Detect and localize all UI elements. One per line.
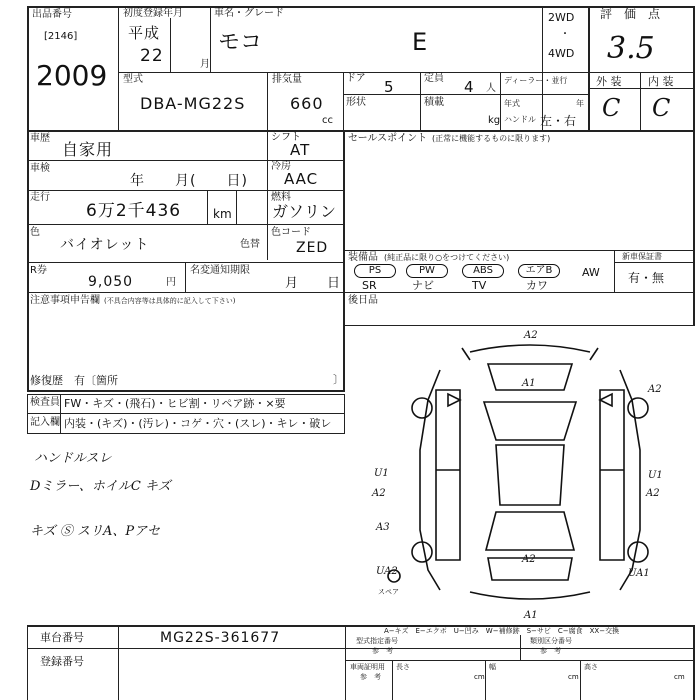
mark-10: UA2 [376, 566, 398, 577]
dealer-label: ディーラー・並行 [504, 76, 568, 85]
color-change-label: 色替 [240, 239, 260, 250]
recycle-label: R券 [30, 265, 47, 276]
interior-value: C [652, 94, 671, 122]
rear-window [486, 512, 574, 550]
ac: AAC [284, 170, 319, 188]
yen-unit: 円 [166, 277, 176, 288]
spare-label: スペア [378, 588, 399, 596]
chassis-number: MG22S-361677 [160, 630, 281, 646]
length-unit: cm [474, 673, 485, 681]
sales-point-sub: (正常に機能するものに限ります) [432, 134, 551, 143]
equip-ps: PS [354, 264, 396, 278]
era-year: 22 [140, 46, 164, 66]
mileage-label: 走行 [30, 192, 50, 203]
cc-unit: cc [322, 115, 333, 126]
load-label: 積載 [424, 97, 444, 108]
model-label: 型式 [123, 74, 143, 85]
equip-sr: SR [362, 279, 377, 292]
era: 平成 [128, 24, 161, 42]
mark-12: A1 [524, 610, 538, 621]
damage-legend: A−キズ E−エクボ U−凹み W−補修跡 S−サビ C−腐食 XX−交換 [384, 627, 620, 635]
mark-3: A2 [648, 384, 662, 395]
drive-dot: ・ [560, 29, 570, 40]
width-unit: cm [568, 673, 579, 681]
mark-2: A1 [522, 378, 536, 389]
lot-number: [2146] [44, 31, 78, 42]
car-name: モコ [218, 30, 263, 55]
drive-4wd: 4WD [548, 47, 575, 60]
shape-label: 形状 [346, 97, 366, 108]
displacement-label: 排気量 [272, 74, 302, 85]
note-line-1: ハンドルスレ [34, 451, 112, 466]
grade: E [412, 28, 428, 56]
equipment-sub: (純正品に限り○をつけてください) [384, 253, 510, 262]
fuel: ガソリン [272, 202, 337, 221]
color: バイオレット [60, 237, 150, 253]
border-right-top [693, 6, 695, 130]
mark-9: A2 [522, 554, 536, 565]
rear-label: 後日品 [348, 295, 378, 306]
ref-label-1: 参 考 [372, 647, 393, 655]
recycle-amount: 9,050 [88, 274, 134, 290]
transfer-label: 名変通知期限 [190, 265, 250, 276]
mark-5: A2 [372, 488, 386, 499]
warranty-label: 新車保証書 [622, 252, 662, 261]
left-doors [436, 390, 460, 560]
color-code: ZED [296, 240, 329, 256]
shift: AT [290, 141, 311, 159]
repair-label: 修復歴 [30, 374, 63, 387]
repair-bracket: 〕 [333, 373, 344, 386]
handle-value: 左・右 [540, 114, 577, 128]
note-line-2: Dミラー、ホイルC キズ [30, 479, 171, 494]
equip-leather: カワ [526, 279, 548, 292]
equip-aw: AW [582, 266, 600, 279]
person-unit: 人 [486, 83, 496, 94]
mark-6: A3 [376, 522, 390, 533]
inspector-label-1: 検査員 [30, 397, 60, 408]
month-unit: 月 [200, 59, 210, 70]
notes-sub: (不具合内容等は具体的に記入して下さい) [104, 297, 236, 305]
wheel-rr [628, 542, 648, 562]
interior-label: 内 装 [648, 75, 674, 88]
mark-4: U1 [374, 468, 389, 479]
ref-label-3: 参 考 [360, 673, 381, 681]
equip-tv: TV [472, 279, 487, 292]
right-doors [600, 390, 624, 560]
wheel-fr [628, 398, 648, 418]
warranty-value: 有・無 [628, 271, 665, 285]
km-unit: km [213, 207, 232, 221]
height-label: 高さ [584, 663, 598, 671]
handle-label: ハンドル [504, 115, 536, 124]
first-reg-label: 初度登録年月 [123, 8, 183, 19]
windshield [484, 402, 576, 440]
mark-11: UA1 [628, 568, 650, 579]
doors: 5 [384, 78, 395, 96]
equip-abs: ABS [462, 264, 504, 278]
border-left [27, 6, 29, 391]
usage: 自家用 [62, 140, 114, 159]
inspector-row2: 内装・(キズ)・(汚レ)・コゲ・穴・(スレ)・キレ・破レ [64, 417, 332, 430]
lot-label: 出品番号 [32, 9, 72, 20]
mark-1: A2 [524, 330, 538, 341]
inspection: 年 月( 日) [130, 173, 248, 189]
ac-label: 冷房 [271, 161, 291, 172]
year-big: 2009 [36, 59, 108, 92]
notes-label: 注意事項申告欄 [30, 295, 100, 306]
wheel-fl [412, 398, 432, 418]
roof [496, 445, 564, 505]
equipment-label: 装備品 [348, 252, 378, 263]
height-unit: cm [674, 673, 685, 681]
transfer-value: 月 日 [285, 276, 342, 291]
rear-bumper [470, 592, 590, 599]
note-line-3: キズ Ⓢ スリA、Pアセ [30, 524, 161, 539]
repair-value: 有〔箇所 [74, 374, 118, 387]
mark-8: A2 [646, 488, 660, 499]
drive-2wd: 2WD [548, 11, 575, 24]
wheel-rl [412, 542, 432, 562]
color-code-label: 色コード [271, 227, 311, 238]
exterior-label: 外 装 [596, 75, 622, 88]
mark-7: U1 [648, 470, 663, 481]
color-label: 色 [30, 227, 40, 238]
year-label: 年式 [504, 99, 520, 108]
inspection-label: 車検 [30, 163, 50, 174]
equip-navi: ナビ [412, 279, 434, 292]
car-name-label: 車名・グレード [214, 8, 284, 19]
car-diagram [372, 330, 663, 621]
equip-pw: PW [406, 264, 448, 278]
category-label: 類別区分番号 [530, 637, 572, 645]
capacity: 4 [464, 78, 475, 96]
length-label: 長さ [396, 663, 410, 671]
rating-value: 3.5 [607, 31, 655, 66]
exterior-value: C [602, 94, 621, 122]
kg-unit: kg [488, 115, 501, 126]
door-label: ドア [346, 73, 366, 84]
width-label: 幅 [489, 663, 496, 671]
capacity-label: 定員 [424, 73, 444, 84]
ref-label-2: 参 考 [540, 647, 561, 655]
mileage: 6万2千436 [86, 201, 182, 221]
model: DBA-MG22S [140, 94, 246, 113]
inspector-row1: FW・キズ・(飛石)・ヒビ割・リペア跡・×要 [64, 397, 286, 410]
chassis-label: 車台番号 [40, 631, 84, 644]
displacement: 660 [290, 94, 324, 113]
inspector-label-2: 記入欄 [30, 417, 60, 428]
usage-label: 車歴 [30, 133, 50, 144]
sales-point-label: セールスポイント [348, 133, 428, 144]
front-bumper [470, 345, 590, 352]
rating-label: 評 価 点 [600, 7, 661, 21]
fuel-label: 燃料 [271, 192, 291, 203]
reg-label: 登録番号 [40, 655, 84, 668]
cert-label: 車両証明用 [350, 663, 385, 671]
year-unit: 年 [576, 99, 584, 108]
equip-airbag: エアB [518, 264, 560, 278]
type-designation-label: 型式指定番号 [356, 637, 398, 645]
shift-label: シフト [271, 132, 301, 143]
